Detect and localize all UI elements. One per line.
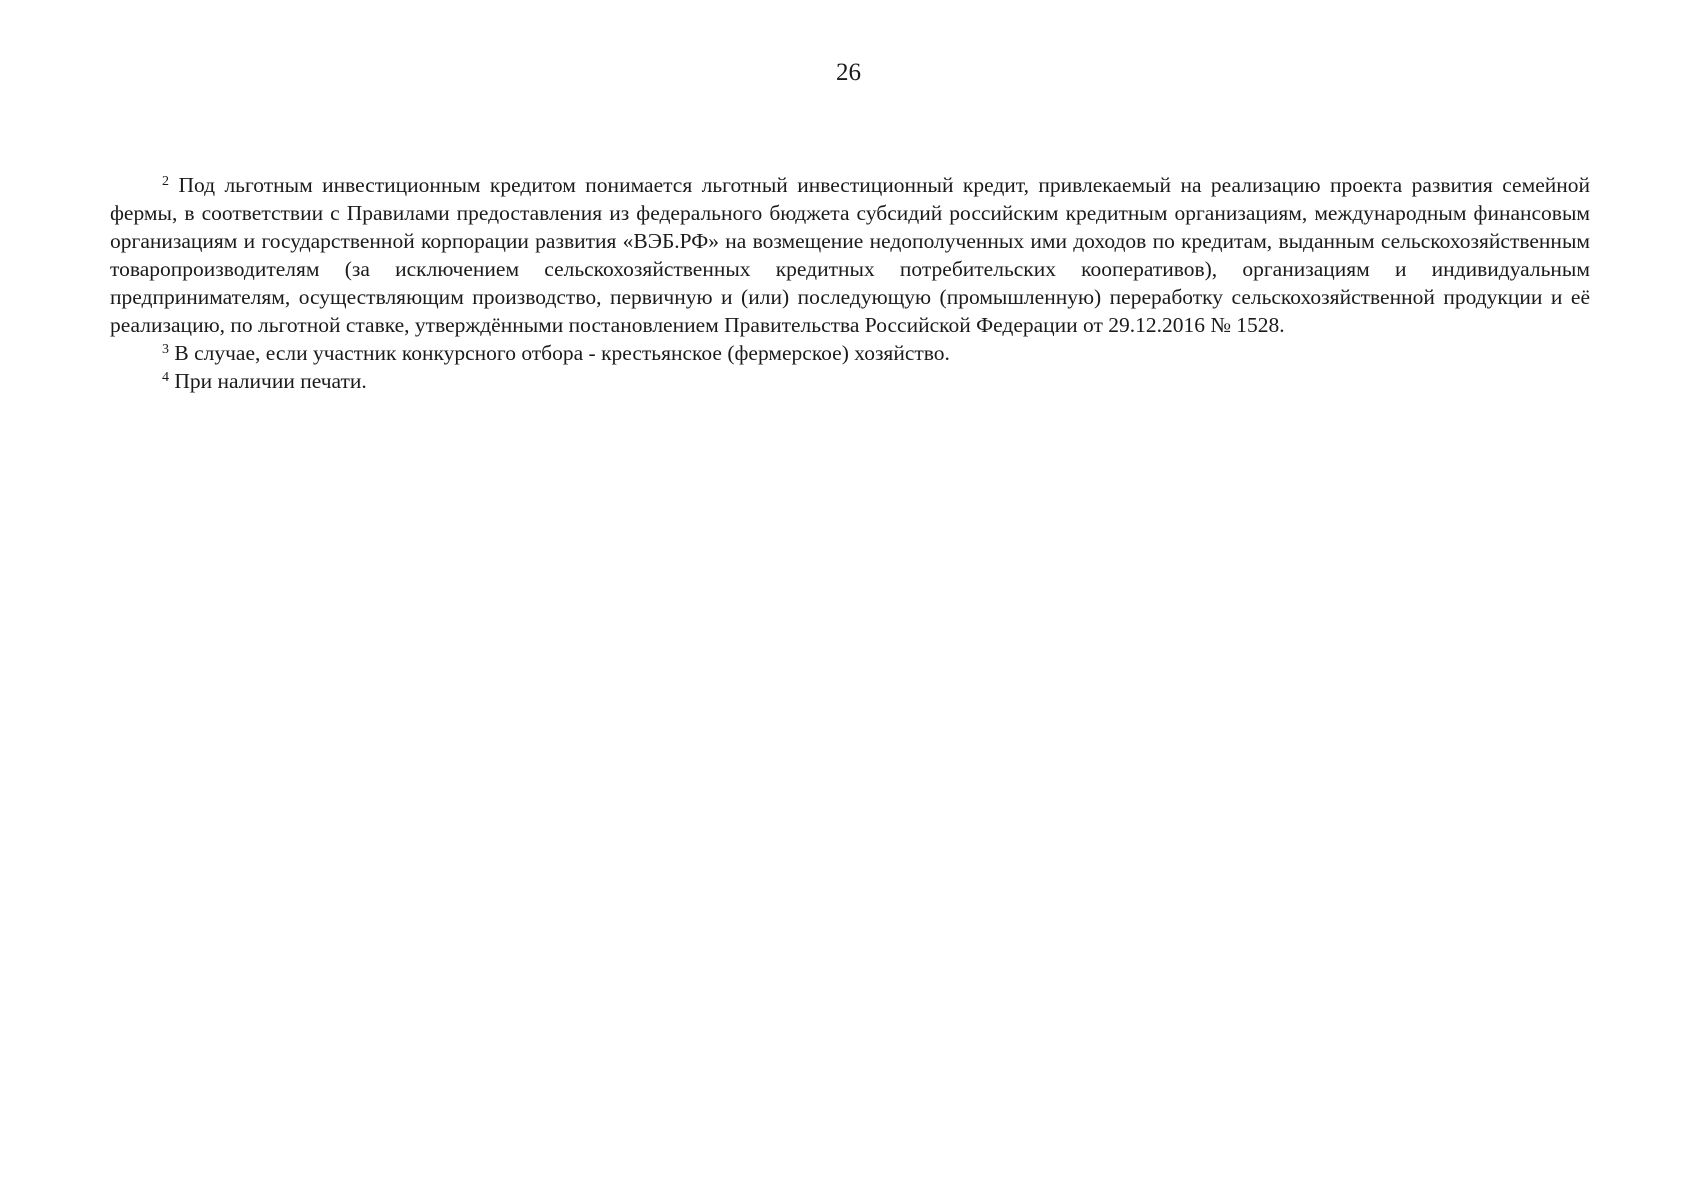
footnote-marker: 3	[162, 342, 169, 357]
footnote-text: При наличии печати.	[174, 369, 367, 393]
footnote-4	[110, 367, 1590, 395]
footnotes-section	[110, 171, 1590, 395]
footnote-2	[110, 171, 1590, 339]
footnote-marker: 2	[162, 174, 169, 189]
footnote-marker: 4	[162, 370, 169, 385]
footnote-text: Под льготным инвестиционным кредитом понимается льготный инвестиционный кредит, привлекаемый на реализацию проекта развития семейной фермы, в соответствии с Правилами предоставления из федерального бюджета субсидий российским кредитным организациям, международным финансовым организациям и государственной корпорации развития «ВЭБ.РФ» на возмещение недополученных ими доходов по кредитам, выданным сельскохозяйственным товаропроизводителям (за исключением сельскохозяйственных кредитных потребительских кооперативов), организациям и индивидуальным предпринимателям, осуществляющим производство, первичную и (или) последующую (промышленную) переработку сельскохозяйственной продукции и её реализацию, по льготной ставке, утверждёнными постановлением Правительства Российской Федерации от 29.12.2016 № 1528.	[110, 173, 1591, 337]
page-number: 26	[836, 59, 861, 86]
footnote-3	[110, 339, 1590, 367]
footnote-text: В случае, если участник конкурсного отбора - крестьянское (фермерское) хозяйство.	[174, 341, 950, 365]
